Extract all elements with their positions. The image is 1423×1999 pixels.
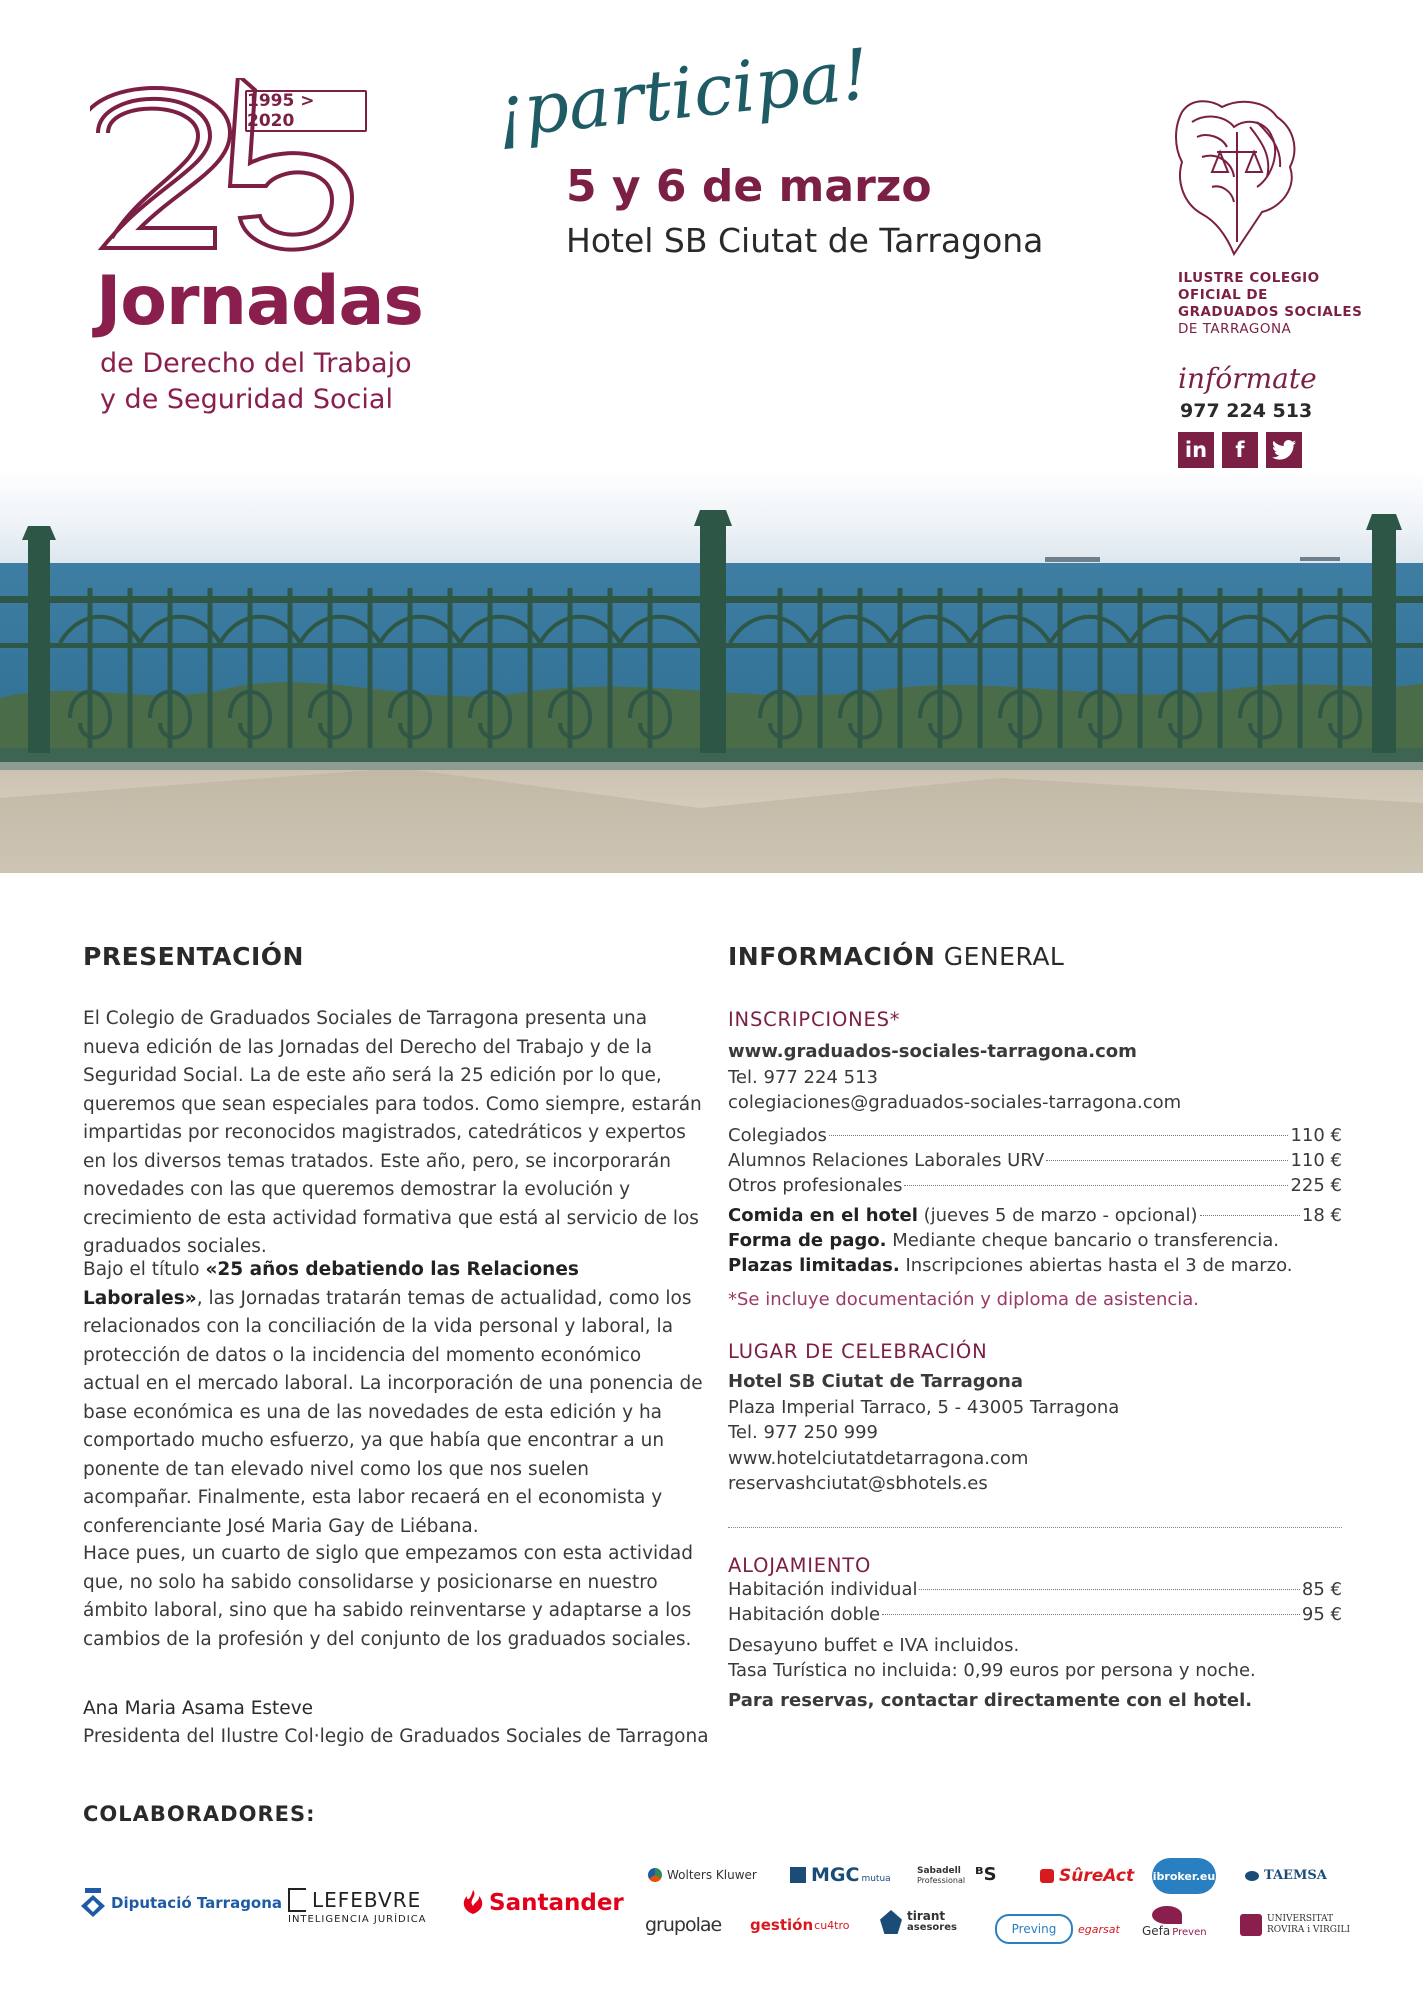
- college-line-2: OFICIAL DE: [1178, 287, 1268, 303]
- gestion-cuatro-logo[interactable]: [750, 1916, 849, 1934]
- presentacion-heading: PRESENTACIÓN: [83, 942, 304, 971]
- wolters-icon: [648, 1868, 662, 1882]
- tirant-subtext: asesores: [907, 1922, 957, 1933]
- informacion-heading-rest: GENERAL: [935, 942, 1065, 971]
- diputacio-logo[interactable]: [80, 1888, 282, 1918]
- diputacio-text: Diputació Tarragona: [111, 1894, 283, 1912]
- years-badge: 1995 > 2020: [245, 90, 367, 132]
- price-value: 225 €: [1290, 1174, 1342, 1196]
- twitter-icon[interactable]: [1266, 432, 1302, 468]
- social-links: [1178, 432, 1302, 468]
- urv-text-1: UNIVERSITAT: [1267, 1914, 1334, 1924]
- informacion-column: [728, 1008, 1342, 1713]
- informacion-heading-bold: INFORMACIÓN: [728, 942, 936, 971]
- inscripciones-web-link[interactable]: www.graduados-sociales-tarragona.com: [728, 1041, 1137, 1062]
- presentacion-paragraph-2: [83, 1256, 703, 1541]
- signer-role: Presidenta del Ilustre Col·legio de Graduados Sociales de Tarragona: [83, 1726, 709, 1747]
- price-value: 110 €: [1290, 1124, 1342, 1146]
- taemsa-logo[interactable]: [1245, 1868, 1327, 1883]
- dot-leader: [904, 1185, 1288, 1186]
- room-row: [728, 1577, 1342, 1602]
- event-venue: Hotel SB Ciutat de Tarragona: [566, 221, 1044, 260]
- price-row: [728, 1148, 1342, 1173]
- ibroker-logo[interactable]: [1152, 1858, 1216, 1894]
- colaboradores-heading: COLABORADORES:: [83, 1802, 316, 1826]
- alojamiento-reservas: Para reservas, contactar directamente con el hotel.: [728, 1689, 1253, 1711]
- lefebvre-subtext: INTELIGENCIA JURÍDICA: [288, 1914, 427, 1925]
- lugar-heading: LUGAR DE CELEBRACIÓN: [728, 1340, 988, 1363]
- lugar-address: Plaza Imperial Tarraco, 5 - 43005 Tarragona: [728, 1396, 1120, 1418]
- santander-text: Santander: [489, 1890, 624, 1916]
- presentacion-paragraph-1: El Colegio de Graduados Sociales de Tarragona presenta una nueva edición de las Jornadas del Derecho del Trabajo y de la Seguridad Social. La de este año será la 25 edición por lo que, queremos que sean especiales para todos. Como siempre, estarán impartidas por reconocidos magistrados, catedráticos y expertos en los diversos temas tratados. Este año, pero, se incorporarán novedades con las que queremos demostrar la evolución y crecimiento de esta actividad formativa que está al servicio de los graduados sociales.: [83, 1008, 702, 1257]
- price-row: [728, 1173, 1342, 1198]
- diputacio-icon: [80, 1888, 106, 1918]
- lefebvre-logo[interactable]: [288, 1888, 427, 1925]
- dot-leader: [882, 1614, 1300, 1615]
- informate-label: infórmate: [1178, 362, 1317, 395]
- bs-icon[interactable]: ᴮS: [975, 1864, 997, 1885]
- college-crest-icon: [1172, 92, 1302, 257]
- p2-body: , las Jornadas tratarán temas de actualidad, como los relacionados con la conciliación de la vida personal y laboral, la protección de datos o la incidencia del momento económico actual en el mercado laboral. La incorporación de una ponencia de base económica es una de las novedades de esta edición y ha comportado mucho esfuerzo, ya que había que encontrar a un ponente de tan elevado nivel como los que nos suelen acompañar. Finalmente, esta labor recaerá en el economista y conferenciante José Maria Gay de Liébana.: [83, 1287, 703, 1537]
- wolters-text: Wolters Kluwer: [667, 1868, 757, 1882]
- lugar-hotel: Hotel SB Ciutat de Tarragona: [728, 1371, 1024, 1392]
- comida-label: Comida en el hotel: [728, 1204, 918, 1226]
- comida-detail: (jueves 5 de marzo - opcional): [917, 1204, 1198, 1226]
- signer-name: Ana Maria Asama Esteve: [83, 1698, 314, 1719]
- santander-flame-icon: [462, 1890, 484, 1916]
- urv-logo[interactable]: [1240, 1914, 1350, 1936]
- subtitle-line-2: y de Seguridad Social: [100, 384, 393, 415]
- forma-pago: [728, 1228, 1342, 1254]
- price-row: [728, 1123, 1342, 1148]
- forma-pago-label: Forma de pago.: [728, 1229, 887, 1251]
- price-value: 110 €: [1290, 1149, 1342, 1171]
- dot-leader: [919, 1589, 1299, 1590]
- tirant-icon: [880, 1910, 902, 1934]
- dot-leader: [1200, 1215, 1300, 1216]
- inscripciones-heading: INSCRIPCIONES*: [728, 1008, 901, 1031]
- gestion-text: gestión: [750, 1916, 814, 1934]
- plazas-limitadas: [728, 1253, 1342, 1279]
- comida-row: [728, 1203, 1342, 1228]
- event-title: Jornadas: [96, 262, 423, 341]
- sureact-icon: [1040, 1869, 1054, 1883]
- gefa-icon: [1152, 1906, 1182, 1924]
- alojamiento-note-2: Tasa Turística no incluida: 0,99 euros por persona y noche.: [728, 1660, 1256, 1681]
- dot-leader: [829, 1135, 1289, 1136]
- preving-logo[interactable]: [995, 1914, 1120, 1944]
- college-line-1: ILUSTRE COLEGIO: [1178, 270, 1320, 286]
- seaside-railing-photo: [0, 468, 1423, 873]
- lugar-web-link[interactable]: www.hotelciutatdetarragona.com: [728, 1447, 1029, 1469]
- urv-text-2: ROVIRA i VIRGILI: [1267, 1925, 1351, 1935]
- comida-price: 18 €: [1301, 1204, 1342, 1226]
- taemsa-text: TAEMSA: [1264, 1868, 1327, 1883]
- room-price: 95 €: [1301, 1603, 1342, 1625]
- tirant-logo[interactable]: [880, 1910, 957, 1934]
- event-dates: 5 y 6 de marzo: [566, 161, 932, 212]
- preving-text: Preving: [995, 1914, 1073, 1944]
- sureact-logo[interactable]: [1040, 1866, 1134, 1886]
- taemsa-icon: [1245, 1871, 1259, 1881]
- sabadell-text: Sabadell: [917, 1866, 961, 1876]
- college-line-4: DE TARRAGONA: [1178, 321, 1292, 337]
- section-divider: [728, 1527, 1342, 1528]
- p2-title-quote: «25 años debatiendo las Relaciones Laborales»: [83, 1259, 579, 1309]
- wolters-kluwer-logo[interactable]: [648, 1868, 757, 1882]
- alojamiento-heading: ALOJAMIENTO: [728, 1553, 872, 1577]
- lugar-email-link[interactable]: reservashciutat@sbhotels.es: [728, 1473, 988, 1494]
- lugar-phone[interactable]: Tel. 977 250 999: [728, 1422, 878, 1443]
- room-price: 85 €: [1301, 1578, 1342, 1600]
- price-label: Colegiados: [728, 1124, 827, 1146]
- mgc-logo[interactable]: [790, 1864, 891, 1886]
- signature-block: [83, 1695, 723, 1751]
- grupolae-text: grupolae: [645, 1914, 722, 1936]
- lefebvre-icon: [288, 1888, 306, 1912]
- plazas-label: Plazas limitadas.: [728, 1255, 900, 1276]
- gestion-text-b: cu4tro: [814, 1918, 850, 1932]
- event-subtitle: [100, 346, 520, 418]
- informacion-heading: [728, 942, 1064, 971]
- subtitle-line-1: de Derecho del Trabajo: [100, 348, 412, 379]
- inscripciones-phone[interactable]: Tel. 977 224 513: [728, 1066, 878, 1088]
- price-label: Otros profesionales: [728, 1174, 903, 1196]
- tirant-text: tirant: [907, 1909, 946, 1923]
- lefebvre-text: LEFEBVRE: [312, 1888, 422, 1912]
- alojamiento-note-1: Desayuno buffet e IVA incluidos.: [728, 1634, 1020, 1656]
- contact-phone[interactable]: 977 224 513: [1180, 400, 1313, 422]
- gefa-subtext: Preven: [1172, 1927, 1207, 1938]
- dot-leader: [1046, 1160, 1288, 1161]
- mgc-text: MGC: [811, 1864, 860, 1886]
- facebook-icon[interactable]: f: [1222, 432, 1258, 468]
- mgc-icon: [790, 1867, 806, 1883]
- linkedin-icon[interactable]: in: [1178, 432, 1214, 468]
- inscripciones-note: *Se incluye documentación y diploma de asistencia.: [728, 1288, 1199, 1310]
- college-line-3: GRADUADOS SOCIALES: [1178, 304, 1363, 320]
- mgc-subtext: mutua: [861, 1874, 891, 1884]
- price-label: Alumnos Relaciones Laborales URV: [728, 1149, 1045, 1171]
- plazas-detail: Inscripciones abiertas hasta el 3 de marzo.: [899, 1255, 1293, 1276]
- participa-slogan: ¡participa!: [491, 33, 874, 154]
- gefa-preven-logo[interactable]: [1142, 1906, 1207, 1938]
- p2-intro: Bajo el título: [83, 1259, 206, 1280]
- room-label: Habitación doble: [728, 1603, 881, 1625]
- grupolae-logo[interactable]: [645, 1914, 721, 1936]
- gefa-text: Gefa: [1142, 1924, 1171, 1938]
- forma-pago-detail: Mediante cheque bancario o transferencia.: [886, 1229, 1280, 1251]
- ibroker-text: ibroker.eu: [1152, 1869, 1216, 1883]
- presentacion-paragraph-3: Hace pues, un cuarto de siglo que empezamos con esta actividad que, no solo ha sabido consolidarse y posicionarse en nuestro ámbito laboral, sino que ha sabido reinventarse y adaptarse a los cambios de la profesión y del conjunto de los graduados sociales.: [83, 1543, 693, 1650]
- college-name: [1178, 270, 1362, 338]
- urv-icon: [1240, 1914, 1262, 1936]
- sureact-text: SûreAct: [1059, 1866, 1135, 1886]
- room-label: Habitación individual: [728, 1578, 918, 1600]
- santander-logo[interactable]: [462, 1890, 624, 1916]
- preving-text-b: egarsat: [1078, 1922, 1120, 1936]
- sabadell-subtext: Professional: [917, 1876, 966, 1885]
- sabadell-logo[interactable]: [917, 1866, 965, 1885]
- room-row: [728, 1602, 1342, 1627]
- inscripciones-email-link[interactable]: colegiaciones@graduados-sociales-tarragona.com: [728, 1092, 1182, 1113]
